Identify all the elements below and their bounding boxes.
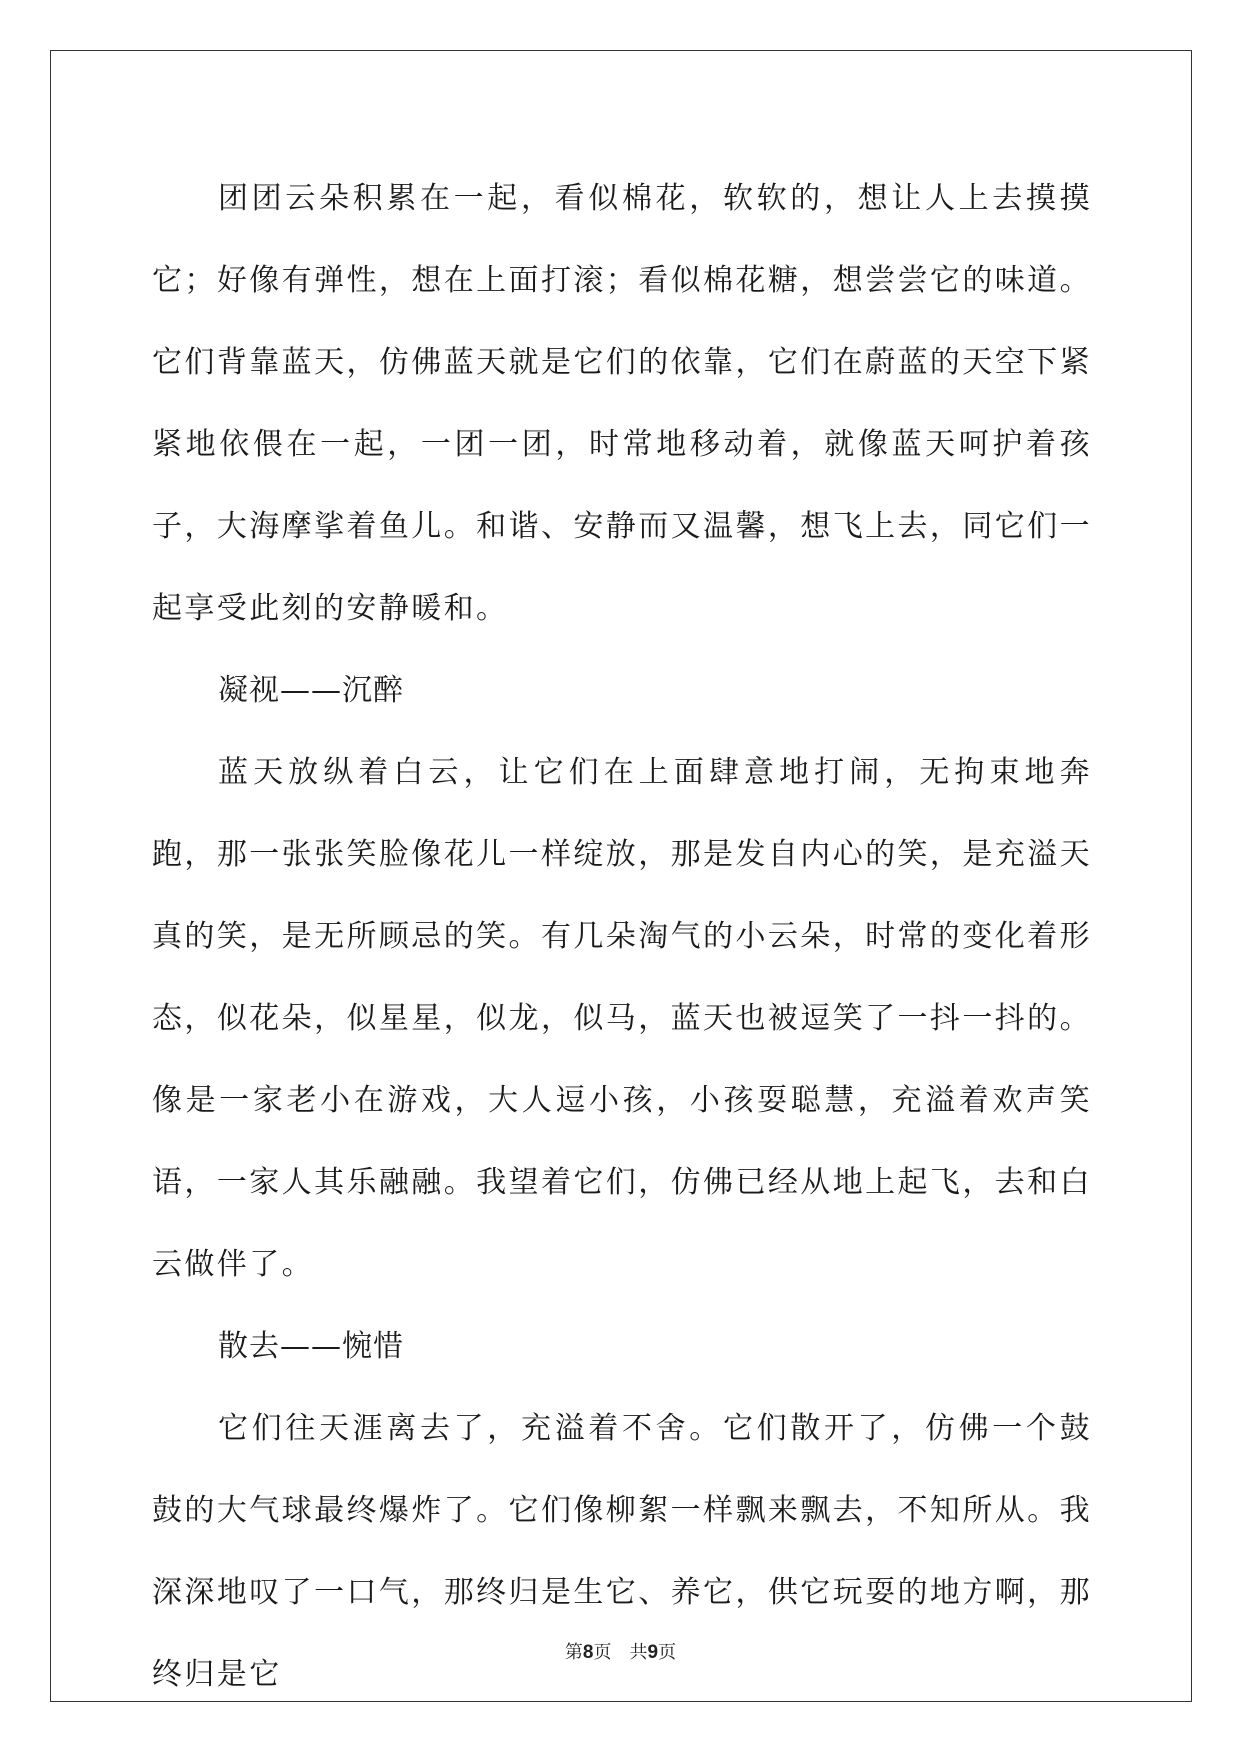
footer-page-suffix: 页 — [593, 1642, 612, 1663]
footer-total-suffix: 页 — [658, 1642, 677, 1663]
footer-total-number: 9 — [647, 1642, 659, 1663]
footer-page-prefix: 第 — [564, 1642, 583, 1663]
paragraph-sky-indulges-clouds: 蓝天放纵着白云，让它们在上面肆意地打闹，无拘束地奔跑，那一张张笑脸像花儿一样绽放，那是发自内心的笑，是充溢天真的笑，是无所顾忌的笑。有几朵淘气的小云朵，时常的变化着形态，似花朵，似星星，似龙，似马，蓝天也被逗笑了一抖一抖的。像是一家老小在游戏，大人逗小孩，小孩耍聪慧，充溢着欢声笑语，一家人其乐融融。我望着它们，仿佛已经从地上起飞，去和白云做伴了。 — [152, 755, 1092, 1282]
footer-total-prefix: 共 — [629, 1642, 648, 1663]
section-heading-gaze: 凝视——沉醉 — [218, 673, 404, 708]
section-heading-dispersal: 散去——惋惜 — [218, 1329, 404, 1364]
page-footer — [0, 1638, 1241, 1664]
paragraph-clouds-gathered: 团团云朵积累在一起，看似棉花，软软的，想让人上去摸摸它；好像有弹性，想在上面打滚；看似棉花糖，想尝尝它的味道。它们背靠蓝天，仿佛蓝天就是它们的依靠，它们在蔚蓝的天空下紧紧地依偎在一起，一团一团，时常地移动着，就像蓝天呵护着孩子，大海摩挲着鱼儿。和谐、安静而又温馨，想飞上去，同它们一起享受此刻的安静暖和。 — [152, 181, 1092, 626]
footer-page-number: 8 — [582, 1642, 594, 1663]
paragraph-clouds-depart: 它们往天涯离去了，充溢着不舍。它们散开了，仿佛一个鼓鼓的大气球最终爆炸了。它们像柳絮一样飘来飘去，不知所从。我深深地叹了一口气，那终归是生它、养它，供它玩耍的地方啊，那终归是它 — [152, 1411, 1092, 1692]
document-body — [152, 158, 1092, 1716]
